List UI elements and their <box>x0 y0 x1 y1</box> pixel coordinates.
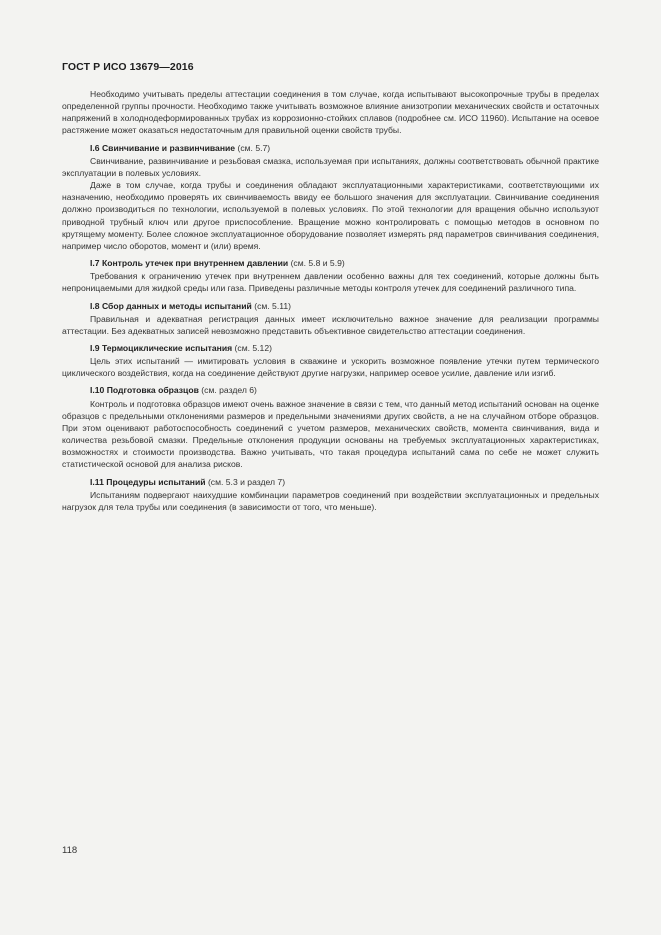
section-heading: I.11 Процедуры испытаний (см. 5.3 и раздел 7) <box>90 476 286 487</box>
section-heading: I.10 Подготовка образцов (см. раздел 6) <box>90 385 257 396</box>
section-heading: I.9 Термоциклические испытания (см. 5.12) <box>90 342 272 353</box>
section-paragraph: Правильная и адекватная регистрация данных имеет исключительно важное значение для реализации программы аттестации. Без адекватных записей невозможно представить объективное свидетельство аттестации соединения. <box>62 313 599 336</box>
section-paragraph: Цель этих испытаний — имитировать условия в скважине и ускорить возможное появление утечки путем термического циклического воздействия, когда на соединение действуют другие нагрузки, например осевое усилие, давление или изгиб. <box>62 356 599 379</box>
section-paragraph: Свинчивание, развинчивание и резьбовая смазка, используемая при испытаниях, должны соответствовать обычной практике эксплуатации в полевых условиях. <box>62 155 599 178</box>
section-paragraph: Требования к ограничению утечек при внутреннем давлении особенно важны для тех соединений, которые должны быть непроницаемыми для жидкой среды или газа. Приведены различные методы контроля утечек для соединений различного типа. <box>62 271 599 294</box>
section-paragraph: Даже в том случае, когда трубы и соединения обладают эксплуатационными характеристиками, соответствующими их назначению, необходимо проверять их свинчиваемость ввиду ее большого значения для эксплуатации. Свинчивание соединения должно производиться по технологии, используемой в полевых условиях. По этой технологии для вращения обычно используют приводной трубный ключ или другое приспособление. Вращение можно контролировать с помощью методов в основном по крутящему моменту. Более сложное эксплуатационное оборудование позволяет измерять ряд параметров свинчивания соединения, например число оборотов, момент и (или) время. <box>62 180 599 251</box>
section-paragraph: Испытаниям подвергают наихудшие комбинации параметров соединений при воздействии эксплуатационных и предельных нагрузок для тела трубы или соединения (в зависимости от того, что меньше). <box>62 489 599 512</box>
document-body <box>62 88 599 513</box>
document-header: ГОСТ Р ИСО 13679—2016 <box>62 61 194 73</box>
section-heading: I.8 Сбор данных и методы испытаний (см. 5.11) <box>90 300 291 311</box>
section-paragraph: Контроль и подготовка образцов имеют очень важное значение в связи с тем, что данный метод испытаний основан на оценке образцов с предельными отклонениями размеров и предельными значениями других свойств, а не на случайном отборе образцов. При этом оценивают работоспособность соединений с учетом размеров, механических свойств, момента свинчивания, вида и количества резьбовой смазки. Предельные отклонения продукции основаны на требуемых эксплуатационных характеристиках, возможностях и стоимости производства. Важно учитывать, что такая процедура испытаний сама по себе не может служить статистической основой для анализа рисков. <box>62 398 599 470</box>
intro-paragraph: Необходимо учитывать пределы аттестации соединения в том случае, когда испытывают высокопрочные трубы в пределах определенной группы прочности. Необходимо также учитывать возможное влияние анизотропии механических свойств и остаточных напряжений в холоднодеформированных трубах из коррозионно-стойких сплавов (подробнее см. ИСО 11960). Испытание на осевое растяжение может оказаться недостаточным для правильной оценки свойств трубы. <box>62 89 599 136</box>
section-heading: I.7 Контроль утечек при внутреннем давлении (см. 5.8 и 5.9) <box>90 258 345 269</box>
section-heading: I.6 Свинчивание и развинчивание (см. 5.7) <box>90 142 271 153</box>
page-number: 118 <box>62 845 78 856</box>
